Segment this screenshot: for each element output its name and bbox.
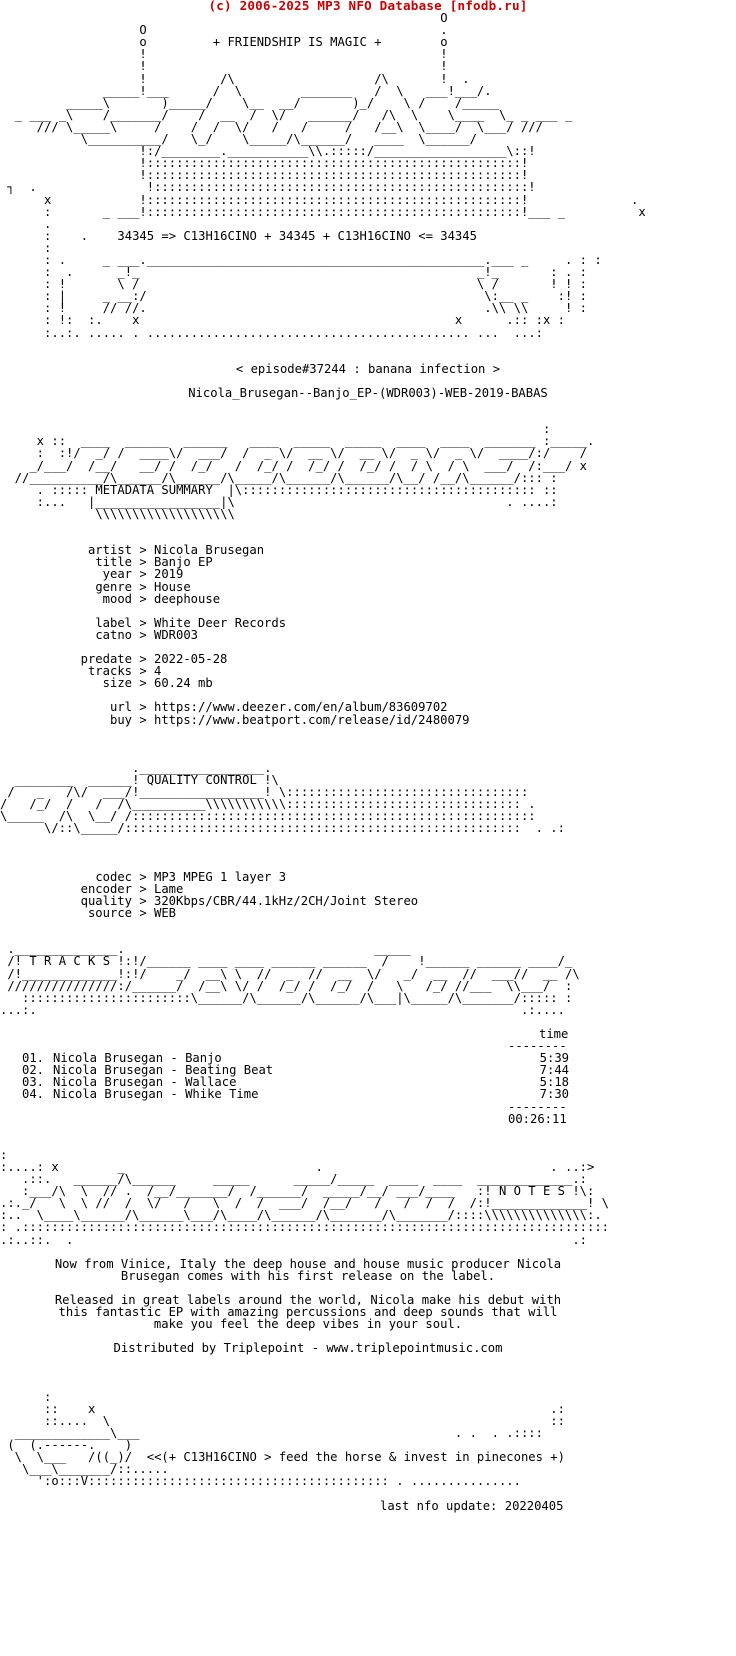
ascii-art-line: !:::::::::::::::::::::::::::::::::::::::::::::::::::! <box>0 168 529 183</box>
note-line: Released in great labels around the world, Nicola make his debut with <box>54 1293 562 1308</box>
notes-text <box>0 1258 736 1355</box>
track-name: Nicola Brusegan - Banjo <box>53 1051 222 1066</box>
ascii-art-line: _ ___ _\ /_______/ / __ / \/ ______/ /\ \ \____ \_ _ ___ _ <box>0 107 573 122</box>
track-name: Nicola Brusegan - Whike Time <box>53 1087 259 1102</box>
field-mood <box>0 593 736 605</box>
field-separator: > <box>139 567 147 582</box>
ascii-art-line: o + FRIENDSHIP IS MAGIC + o <box>0 35 448 50</box>
field-genre <box>0 581 736 593</box>
ascii-art-line: : . _!_ _!_ : . : <box>0 265 587 280</box>
ascii-art-line: :..:. ..... . ............................................ ... ...: <box>0 325 543 340</box>
ascii-art-line: ._________________. <box>0 760 272 775</box>
ascii-art-line: :... |_________________|\ . ....: <box>0 494 558 509</box>
ascii-art-line: \ \___ /((_)/ <<(+ C13H16CINO > feed the horse & invest in pinecones +) <box>0 1450 565 1465</box>
ascii-art-line: : | _ __:/ \:__ _ :! : <box>0 289 587 304</box>
field-label: buy <box>109 712 132 727</box>
field-value[interactable]: https://www.beatport.com/release/id/2480079 <box>154 712 470 727</box>
last-update: last nfo update: 20220405 <box>380 1498 564 1513</box>
notes-ascii-art <box>0 1149 736 1246</box>
field-separator: > <box>139 712 147 727</box>
field-value: Nicola Brusegan <box>154 543 265 558</box>
field-value: Banjo EP <box>154 555 213 570</box>
tracks-rule-bottom: -------- <box>508 1099 567 1114</box>
ascii-art-line: ! /\ /\ ! . <box>0 71 470 86</box>
ascii-art-line: : ! \ / \ / ! ! : <box>0 277 587 292</box>
field-value: 320Kbps/CBR/44.1kHz/2CH/Joint Stereo <box>154 893 419 908</box>
ascii-art-line: /! T R A C K S !:!/______ ____ ____ ______ ______ / !______ ______ ____/_ <box>0 954 573 969</box>
track-time: 5:18 <box>539 1075 569 1090</box>
ascii-art-line: _____!___ / \ _______ / \ ___!___/. <box>0 83 492 98</box>
tracks-total-time: 00:26:11 <box>508 1111 567 1126</box>
ascii-art-line: ///////////////:/______/ /__\ \/ / /_/ / /_/ / \ /_/ //___ \\___/ : <box>0 978 573 993</box>
ascii-art-line: \___\_______/::..... <box>0 1462 169 1477</box>
note-line: Now from Vinice, Italy the deep house and house music producer Nicola <box>54 1256 562 1271</box>
field-separator: > <box>139 627 147 642</box>
note-line: Brusegan comes with his first release on the label. <box>120 1268 496 1283</box>
field-separator: > <box>139 700 147 715</box>
field-buy <box>0 714 736 726</box>
ascii-art-line: \__________/ \_/ \_____/\______/ ____ \______/ <box>0 132 477 147</box>
field-value: House <box>154 579 191 594</box>
ascii-art-line: :....: x _ . . ..:> <box>0 1160 595 1174</box>
ascii-art-line: x !:::::::::::::::::::::::::::::::::::::::::::::::::::! . <box>0 192 639 207</box>
track-time: 5:39 <box>539 1051 569 1066</box>
field-label: quality <box>80 893 132 908</box>
field-spacer <box>0 605 736 617</box>
field-label: year <box>102 567 132 582</box>
ascii-art-line: ...:. .:.... <box>0 1002 565 1017</box>
ascii-art-line: . ::::: METADATA SUMMARY |\:::::::::::::::::::::::::::::::::::::::: :: <box>0 482 558 497</box>
field-value: 2019 <box>154 567 184 582</box>
field-separator: > <box>139 615 147 630</box>
ascii-art-line: : <box>0 1389 52 1404</box>
ascii-art-line: ! ! <box>0 47 448 62</box>
ascii-art-line: .:._/ \ \ // / \/ / \ / / ___/ /__/ / / / / /:!_____________! \ <box>0 1196 610 1211</box>
field-value: 60.24 mb <box>154 676 213 691</box>
ascii-art-line: x :: ____ ______ ______ ____ _____ _____ ____ ____ _______ :_____. <box>0 434 595 449</box>
note-line: make you feel the deep vibes in your soul. <box>153 1317 463 1332</box>
ascii-art-line: : ! // //. .\\ \\ ! : <box>0 301 587 316</box>
field-value: WDR003 <box>154 627 199 642</box>
track-number: 01. <box>22 1051 45 1066</box>
field-label: label <box>95 615 132 630</box>
ascii-art-line: : _ ___!:::::::::::::::::::::::::::::::::::::::::::::::::::!___ _ x <box>0 204 646 219</box>
ascii-art-line: : <box>0 240 52 255</box>
ascii-art-line: : . 34345 => C13H16CINO + 34345 + C13H16CINO <= 34345 <box>0 228 477 243</box>
field-separator: > <box>139 893 147 908</box>
field-value: White Deer Records <box>154 615 287 630</box>
footer-ascii-art <box>0 1391 736 1488</box>
field-label: genre <box>95 579 132 594</box>
ascii-art-line: : .:::::::::::::::::::::::::::::::::::::::::::::::::::::::::::::::::::::::::::::::: <box>0 1220 610 1235</box>
ascii-art-line: . <box>0 216 52 231</box>
field-separator: > <box>139 869 147 884</box>
ascii-art-line: _/___/ /__/ __/ / /_/ / /_/ / /_/ / /_/ / / \ / \ ___/ /:___/ x <box>0 458 587 473</box>
ascii-art-line: ( (.------. ) <box>0 1438 133 1453</box>
metadata-ascii-art <box>0 423 736 520</box>
track-time: 7:44 <box>539 1063 569 1078</box>
field-catno <box>0 629 736 641</box>
field-label: encoder <box>80 881 132 896</box>
ascii-art-line: / /_/ / / /\__________\\\\\\\\\\\:::::::::::::::::::::::::::::::: . <box>0 797 536 812</box>
ascii-art-line: : <box>0 422 551 437</box>
tracks-ascii-art <box>0 943 736 1016</box>
ascii-art-line: :___/\ \ // . /__/_______/ /______/ _____/__/ ___/____ :! N O T E S !\: <box>0 1184 595 1199</box>
ascii-art-line: :.. \____\______/\______\___/\____/\______/\_______/\_______/::::\\\\\\\\\\\\\\:. <box>0 1208 602 1223</box>
field-label: source <box>87 906 132 921</box>
metadata-list <box>0 544 736 725</box>
ascii-art-line: ┐ . !:::::::::::::::::::::::::::::::::::::::::::::::::::! <box>0 180 536 195</box>
field-value: MP3 MPEG 1 layer 3 <box>154 869 287 884</box>
ascii-art-line: ':o:::V::::::::::::::::::::::::::::::::::::::::: . ............... <box>0 1474 521 1489</box>
ascii-art-line: _____________\___ . . . .:::: <box>0 1426 543 1441</box>
ascii-art-line: ________ ______! QUALITY CONTROL !\ <box>0 773 279 787</box>
field-value[interactable]: https://www.deezer.com/en/album/83609702 <box>154 700 448 715</box>
field-label: predate <box>80 652 132 667</box>
field-separator: > <box>139 579 147 594</box>
field-separator: > <box>139 664 147 679</box>
field-separator: > <box>139 555 147 570</box>
tracks-list <box>0 1052 736 1100</box>
ascii-art-line: /// \_____\ / / / \/ / / / /__\ \____/ \___/ /// <box>0 119 543 134</box>
ascii-art-line: : <box>0 1147 8 1162</box>
release-name: Nicola_Brusegan--Banjo_EP-(WDR003)-WEB-2019-BABAS <box>188 386 548 400</box>
field-value: 4 <box>154 664 162 679</box>
track-name: Nicola Brusegan - Wallace <box>53 1075 237 1090</box>
ascii-art-line: :: x .: <box>0 1401 565 1416</box>
field-label: size <box>102 676 132 691</box>
track-row <box>0 1088 736 1100</box>
track-number: 03. <box>22 1075 45 1090</box>
track-name: Nicola Brusegan - Beating Beat <box>53 1063 274 1078</box>
track-number: 04. <box>22 1087 45 1102</box>
tracks-time-header: time <box>539 1026 569 1041</box>
ascii-art-line: /!_____________!:!/ _/ __\ \ // _ // __ \/ _/ __ // ___// __ /\ <box>0 966 580 981</box>
quality-list <box>0 871 736 919</box>
field-label: url <box>109 700 132 715</box>
field-label: title <box>95 555 132 570</box>
field-value: WEB <box>154 906 177 921</box>
episode-line: < episode#37244 : banana infection > <box>235 361 501 376</box>
quality-ascii-art <box>0 762 736 835</box>
ascii-art-line: : :!/ _/ / ____\/ ___/ / _ \/ __ \/ __ \/ _ \/ _ \/ ____/:/ / <box>0 446 587 461</box>
field-source <box>0 907 736 919</box>
field-value: deephouse <box>154 591 221 606</box>
ascii-art-line: !:/________.___________\\.:::::/__________________\::! <box>0 144 536 159</box>
field-size <box>0 677 736 689</box>
site-banner: (c) 2006-2025 MP3 NFO Database [nfodb.ru] <box>208 0 528 13</box>
field-separator: > <box>139 676 147 691</box>
note-line: Distributed by Triplepoint - www.triplepointmusic.com <box>113 1341 503 1356</box>
track-number: 02. <box>22 1063 45 1078</box>
field-separator: > <box>139 652 147 667</box>
ascii-art-line: \/::\_____/:::::::::::::::::::::::::::::::::::::::::::::::::::::: . .: <box>0 821 565 836</box>
field-separator: > <box>139 591 147 606</box>
field-value: Lame <box>154 881 184 896</box>
header-ascii-art <box>0 12 736 339</box>
field-value: 2022-05-28 <box>154 652 228 667</box>
field-label: artist <box>87 543 132 558</box>
field-label: codec <box>95 869 132 884</box>
ascii-art-line: //__________/\______/\______/\_____/\______/\______/\__/ /__/\______/::: : <box>0 470 558 485</box>
field-separator: > <box>139 906 147 921</box>
field-label: mood <box>102 591 132 606</box>
field-label: catno <box>95 627 132 642</box>
ascii-art-line: .______________. _____ <box>0 942 411 957</box>
ascii-art-line: \\\\\\\\\\\\\\\\\\\ <box>0 506 235 521</box>
ascii-art-line: .::. ______/\______ _____ _____/_____ ____ ____ _____________.: <box>0 1172 587 1187</box>
track-time: 7:30 <box>539 1087 569 1102</box>
field-separator: > <box>139 881 147 896</box>
ascii-art-line: O <box>0 11 448 26</box>
ascii-art-line: \_____ /\ \__/ /::::::::::::::::::::::::::::::::::::::::::::::::::::::: <box>0 809 536 824</box>
ascii-art-line: _____\ )_____/ \__ __/ )_/ \ / /_____ <box>0 95 499 110</box>
ascii-art-line: / _ /\/ ___/!_________________! \::::::::::::::::::::::::::::::::: <box>0 785 529 800</box>
field-year <box>0 568 736 580</box>
ascii-art-line: .:..::. . .: <box>0 1232 587 1247</box>
ascii-art-line: !:::::::::::::::::::::::::::::::::::::::::::::::::::! <box>0 156 529 171</box>
ascii-art-line: ::.... \ :: <box>0 1413 565 1428</box>
ascii-art-line: : . _ ___.______________________________________________.___ _ . : : <box>0 252 602 267</box>
tracks-rule-top: -------- <box>508 1039 567 1054</box>
ascii-art-line: O . <box>0 23 448 38</box>
ascii-art-line: :::::::::::::::::::::::\______/\______/\______/\___|\_____/\_______/::::: : <box>0 990 573 1005</box>
ascii-art-line: ! ! <box>0 59 448 74</box>
note-line: this fantastic EP with amazing percussions and deep sounds that will <box>58 1305 558 1320</box>
field-label: tracks <box>87 664 132 679</box>
ascii-art-line: : !: :. x x .:: :x : <box>0 313 565 328</box>
field-separator: > <box>139 543 147 558</box>
